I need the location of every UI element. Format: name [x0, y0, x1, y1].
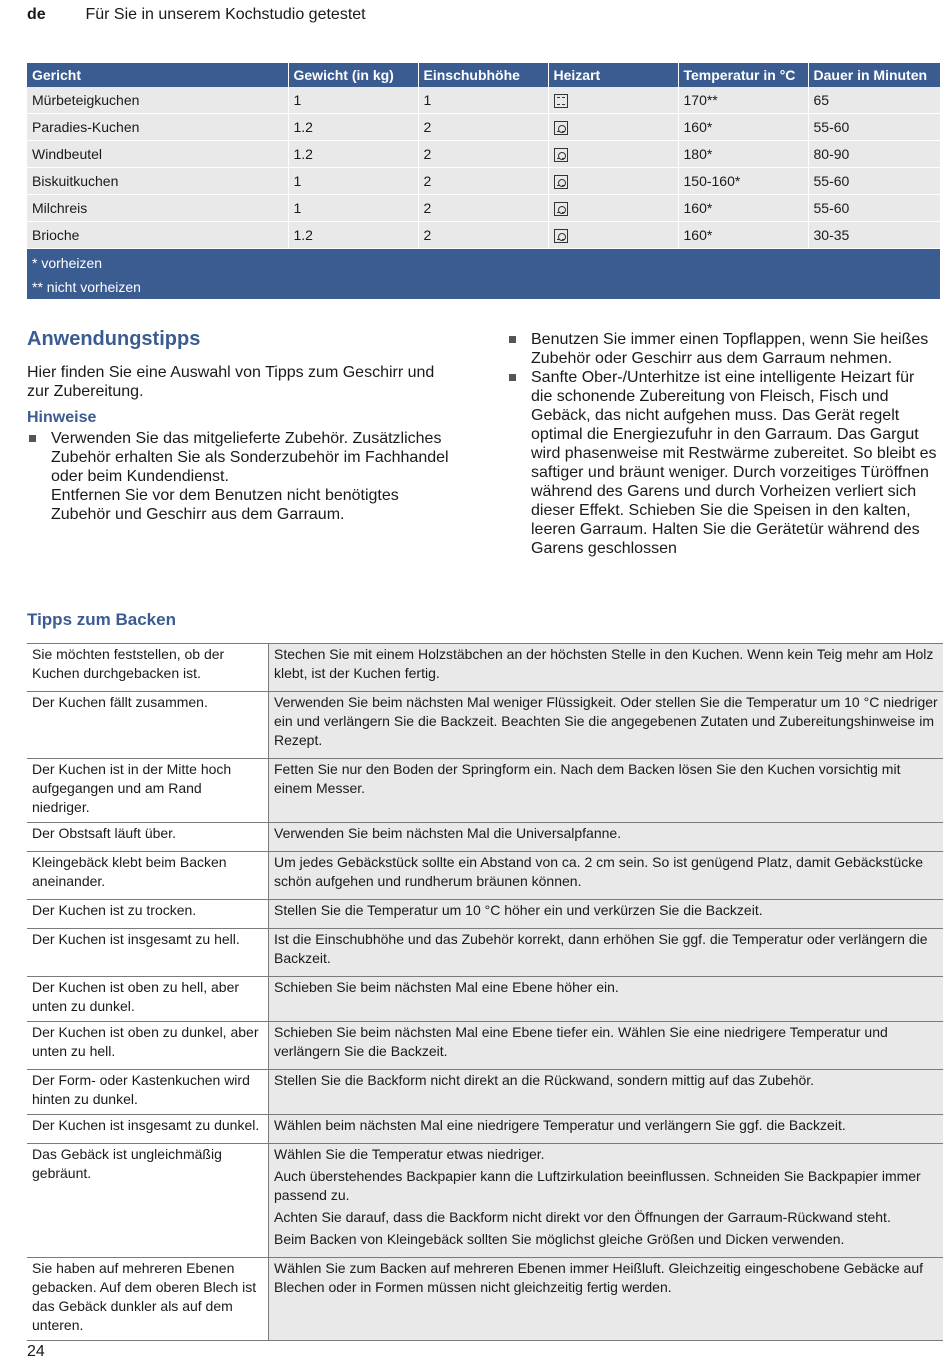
- solution-text: Wählen Sie die Temperatur etwas niedriger.: [274, 1146, 545, 1162]
- page-number: 24: [27, 1343, 45, 1360]
- table-row: [27, 168, 940, 195]
- column-header: Heizart: [548, 63, 678, 87]
- problem-cell: Sie haben auf mehreren Ebenen gebacken. Auf dem oberen Blech ist das Gebäck dunkler als auf dem unteren.: [27, 1258, 269, 1341]
- solution-cell: [269, 977, 944, 1022]
- weight-cell: 1.2: [288, 222, 418, 249]
- top-bottom-heat-icon: [554, 94, 568, 108]
- bullet-square-icon: [509, 336, 516, 343]
- dish-cell: Biskuitkuchen: [27, 168, 288, 195]
- solution-text: Schieben Sie beim nächsten Mal eine Ebene tiefer ein. Wählen Sie eine niedrigere Temperatur und verlängern Sie die Backzeit.: [274, 1024, 888, 1059]
- temp-cell: 160*: [678, 114, 808, 141]
- heat-cell: [548, 141, 678, 168]
- problem-cell: Der Kuchen ist in der Mitte hoch aufgegangen und am Rand niedriger.: [27, 759, 269, 823]
- solution-text: Stellen Sie die Backform nicht direkt an die Rückwand, sondern mittig auf das Zubehör.: [274, 1072, 815, 1088]
- solution-cell: [269, 900, 944, 929]
- weight-cell: 1: [288, 87, 418, 114]
- gentle-top-bottom-heat-icon: [554, 121, 568, 135]
- temp-cell: 170**: [678, 87, 808, 114]
- column-header: Einschubhöhe: [418, 63, 548, 87]
- duration-cell: 80-90: [808, 141, 940, 168]
- table-row: [27, 900, 943, 929]
- table-row: [27, 1144, 943, 1258]
- table-row: [27, 852, 943, 900]
- dish-cell: Mürbeteigkuchen: [27, 87, 288, 114]
- problem-cell: Sie möchten feststellen, ob der Kuchen durchgebacken ist.: [27, 644, 269, 692]
- solution-text: Ist die Einschubhöhe und das Zubehör korrekt, dann erhöhen Sie ggf. die Temperatur oder verlängern die Backzeit.: [274, 931, 928, 966]
- level-cell: 2: [418, 114, 548, 141]
- table-row: [27, 222, 940, 249]
- solution-text: Wählen Sie zum Backen auf mehreren Ebenen immer Heißluft. Gleichzeitig eingeschobene Gebäcke auf Blechen oder in Formen müssen nicht gleichzeitig fertig werden.: [274, 1260, 924, 1295]
- level-cell: 2: [418, 195, 548, 222]
- bullet-square-icon: [509, 374, 516, 381]
- section-intro: Hier finden Sie eine Auswahl von Tipps zum Geschirr und zur Zubereitung.: [27, 364, 435, 400]
- solution-text: Wählen beim nächsten Mal eine niedrigere Temperatur und verlängern Sie ggf. die Backzeit.: [274, 1117, 846, 1133]
- temp-cell: 160*: [678, 222, 808, 249]
- solution-text: Verwenden Sie beim nächsten Mal weniger Flüssigkeit. Oder stellen Sie die Temperatur um 10 °C niedriger ein und verlängern Sie die Backzeit. Beachten Sie die angegebenen Zutaten und Zubereitungshinweise im Rezept.: [274, 694, 938, 748]
- heat-cell: [548, 168, 678, 195]
- table-row: [27, 929, 943, 977]
- table-row: [27, 114, 940, 141]
- table-row: [27, 1022, 943, 1070]
- table-row: [27, 644, 943, 692]
- tips-right-column: [507, 330, 937, 558]
- dish-cell: Paradies-Kuchen: [27, 114, 288, 141]
- heat-cell: [548, 222, 678, 249]
- problem-cell: Der Kuchen ist zu trocken.: [27, 900, 269, 929]
- temp-cell: 180*: [678, 141, 808, 168]
- notes-list: [507, 330, 937, 558]
- list-item: [507, 330, 937, 368]
- table-header-row: [27, 63, 940, 87]
- gentle-top-bottom-heat-icon: [554, 202, 568, 216]
- language-code: de: [27, 6, 46, 23]
- table-row: [27, 87, 940, 114]
- page-header: [27, 6, 366, 24]
- solution-text: Achten Sie darauf, dass die Backform nicht direkt vor den Öffnungen der Garraum-Rückwand steht.: [274, 1209, 891, 1225]
- solution-text: Verwenden Sie beim nächsten Mal die Universalpfanne.: [274, 825, 622, 841]
- duration-cell: 55-60: [808, 195, 940, 222]
- problem-cell: Der Kuchen ist insgesamt zu dunkel.: [27, 1115, 269, 1144]
- weight-cell: 1.2: [288, 114, 418, 141]
- column-header: Gewicht (in kg): [288, 63, 418, 87]
- temp-cell: 150-160*: [678, 168, 808, 195]
- table-row: [27, 823, 943, 852]
- notes-list: [27, 429, 457, 524]
- footnote-preheat: * vorheizen: [32, 255, 103, 271]
- solution-cell: [269, 852, 944, 900]
- table-row: [27, 692, 943, 759]
- table-row: [27, 1258, 943, 1341]
- solution-cell: [269, 759, 944, 823]
- dish-cell: Windbeutel: [27, 141, 288, 168]
- column-header: Gericht: [27, 63, 288, 87]
- table-row: [27, 141, 940, 168]
- bullet-square-icon: [29, 435, 36, 442]
- solution-text: Schieben Sie beim nächsten Mal eine Ebene höher ein.: [274, 979, 619, 995]
- table-row: [27, 1115, 943, 1144]
- note-text: Entfernen Sie vor dem Benutzen nicht benötigtes Zubehör und Geschirr aus dem Garraum.: [51, 487, 399, 523]
- table-footnote-row: [27, 249, 940, 300]
- problem-cell: Das Gebäck ist ungleichmäßig gebräunt.: [27, 1144, 269, 1258]
- heat-cell: [548, 114, 678, 141]
- solution-text: Fetten Sie nur den Boden der Springform ein. Nach dem Backen lösen Sie den Kuchen vorsichtig mit einem Messer.: [274, 761, 901, 796]
- duration-cell: 55-60: [808, 114, 940, 141]
- solution-cell: [269, 929, 944, 977]
- solution-text: Stechen Sie mit einem Holzstäbchen an der höchsten Stelle in den Kuchen. Wenn kein Teig mehr am Holz klebt, ist der Kuchen fertig.: [274, 646, 934, 681]
- dish-cell: Brioche: [27, 222, 288, 249]
- footnotes: [27, 249, 940, 300]
- solution-cell: [269, 1070, 944, 1115]
- problem-cell: Der Form- oder Kastenkuchen wird hinten zu dunkel.: [27, 1070, 269, 1115]
- table-row: [27, 759, 943, 823]
- tips-left-column: [27, 328, 457, 524]
- solution-cell: [269, 1022, 944, 1070]
- note-text: Verwenden Sie das mitgelieferte Zubehör. Zusätzliches Zubehör erhalten Sie als Sonderzubehör im Fachhandel oder beim Kundendienst.: [51, 430, 449, 485]
- baking-tips-title: Tipps zum Backen: [27, 610, 176, 629]
- footnote-no-preheat: ** nicht vorheizen: [32, 279, 141, 295]
- problem-cell: Der Kuchen ist insgesamt zu hell.: [27, 929, 269, 977]
- notes-title: Hinweise: [27, 409, 97, 426]
- problem-cell: Der Kuchen fällt zusammen.: [27, 692, 269, 759]
- gentle-top-bottom-heat-icon: [554, 229, 568, 243]
- solution-cell: [269, 644, 944, 692]
- section-title: Anwendungstipps: [27, 328, 201, 350]
- level-cell: 2: [418, 168, 548, 195]
- baking-tips-table: [27, 643, 943, 1341]
- list-item: [27, 429, 457, 524]
- solution-cell: [269, 1144, 944, 1258]
- heat-cell: [548, 87, 678, 114]
- table-row: [27, 195, 940, 222]
- solution-cell: [269, 1258, 944, 1341]
- solution-text: Um jedes Gebäckstück sollte ein Abstand von ca. 2 cm sein. So ist genügend Platz, damit Gebäckstücke schön aufgehen und rundherum bräunen können.: [274, 854, 924, 889]
- problem-cell: Der Kuchen ist oben zu hell, aber unten zu dunkel.: [27, 977, 269, 1022]
- level-cell: 2: [418, 222, 548, 249]
- duration-cell: 65: [808, 87, 940, 114]
- weight-cell: 1: [288, 195, 418, 222]
- solution-cell: [269, 1115, 944, 1144]
- level-cell: 2: [418, 141, 548, 168]
- heat-cell: [548, 195, 678, 222]
- solution-cell: [269, 692, 944, 759]
- weight-cell: 1: [288, 168, 418, 195]
- solution-text: Stellen Sie die Temperatur um 10 °C höher ein und verkürzen Sie die Backzeit.: [274, 902, 763, 918]
- duration-cell: 30-35: [808, 222, 940, 249]
- problem-cell: Kleingebäck klebt beim Backen aneinander.: [27, 852, 269, 900]
- oven-settings-table: [27, 63, 941, 299]
- note-text: Sanfte Ober-/Unterhitze ist eine intelligente Heizart für die schonende Zubereitung von Fleisch, Fisch und Gebäck, das nicht aufgehen muss. Das Gerät regelt optimal die Energiezufuhr in den Garraum. Das Gargut wird phasenweise mit Restwärme zubereitet. So bleibt es saftiger und bräunt weniger. Durch vorzeitiges Türöffnen während des Garens und durch Vorheizen verliert sich dieser Effekt. Schieben Sie die Speisen in den kalten, leeren Garraum. Halten Sie die Gerätetür während des Garens geschlossen: [531, 369, 937, 557]
- level-cell: 1: [418, 87, 548, 114]
- gentle-top-bottom-heat-icon: [554, 175, 568, 189]
- solution-text: Auch überstehendes Backpapier kann die Luftzirkulation beeinflussen. Schneiden Sie Backpapier immer passend zu.: [274, 1168, 921, 1203]
- solution-text: Beim Backen von Kleingebäck sollten Sie möglichst gleiche Größen und Dicken verwenden.: [274, 1231, 845, 1247]
- temp-cell: 160*: [678, 195, 808, 222]
- table-row: [27, 977, 943, 1022]
- problem-cell: Der Kuchen ist oben zu dunkel, aber unten zu hell.: [27, 1022, 269, 1070]
- header-title: Für Sie in unserem Kochstudio getestet: [85, 6, 366, 23]
- dish-cell: Milchreis: [27, 195, 288, 222]
- weight-cell: 1.2: [288, 141, 418, 168]
- column-header: Dauer in Minuten: [808, 63, 940, 87]
- solution-cell: [269, 823, 944, 852]
- gentle-top-bottom-heat-icon: [554, 148, 568, 162]
- problem-cell: Der Obstsaft läuft über.: [27, 823, 269, 852]
- list-item: [507, 368, 937, 558]
- duration-cell: 55-60: [808, 168, 940, 195]
- table-row: [27, 1070, 943, 1115]
- column-header: Temperatur in °C: [678, 63, 808, 87]
- note-text: Benutzen Sie immer einen Topflappen, wenn Sie heißes Zubehör oder Geschirr aus dem Garraum nehmen.: [531, 331, 929, 367]
